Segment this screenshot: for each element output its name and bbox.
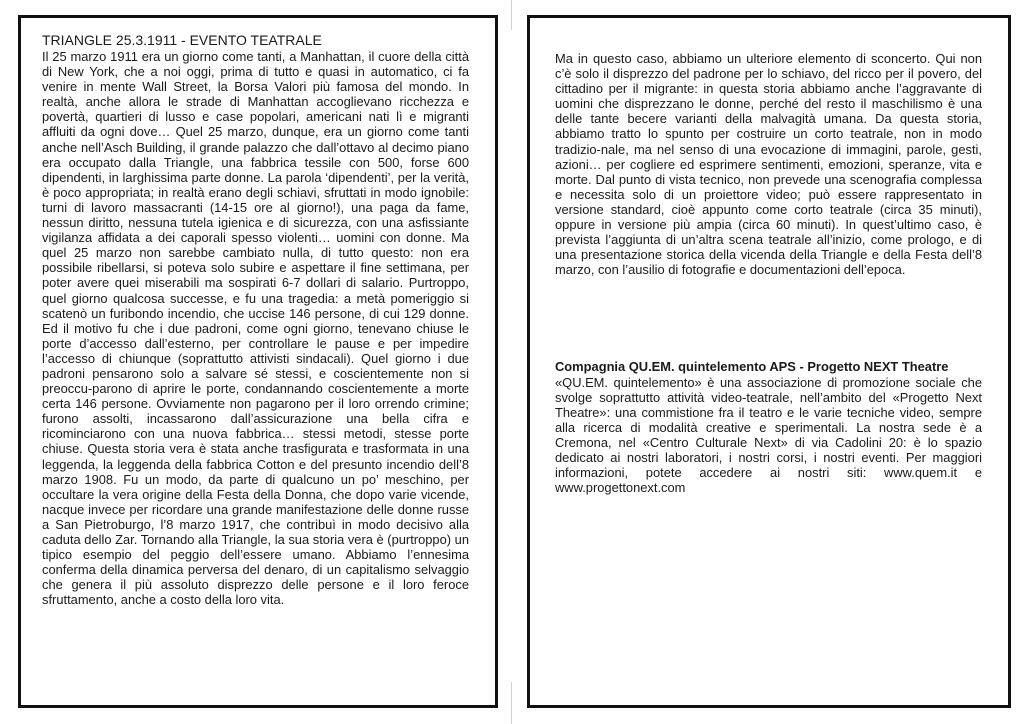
company-title: Compagnia QU.EM. quintelemento APS - Progetto NEXT Theatre (555, 359, 949, 375)
company-description: «QU.EM. quintelemento» è una associazione di promozione sociale che svolge soprattutto attività video-teatrale, nell’ambito del «Progetto Next Theatre»: una commistione fra il teatro e le varie tecniche video, sempre alla ricerca di modalità creative e sperimentali. La nostra sede è a Cremona, nel «Centro Culturale Next» di via Cadolini 20: è lo spazio dedicato ai nostri laboratori, i nostri corsi, i nostri eventi. Per maggiori informazioni, potete accedere ai nostri siti: www.quem.it e www.progettonext.com (555, 374, 982, 496)
left-body-text: Il 25 marzo 1911 era un giorno come tanti, a Manhattan, il cuore della città di New York, che a noi oggi, prima di tutto e quasi in automatico, ci fa venire in mente Wall Street, la Borsa Valori più famosa del mondo. In realtà, anche allora le strade di Manhattan accoglievano ricchezza e povertà, quartieri di lusso e case popolari, americani nati lì e migranti affluiti da ogni dove… Quel 25 marzo, dunque, era un giorno come tanti anche nell’Asch Building, il grande palazzo che dall’ottavo al decimo piano era occupato dalla Triangle, una fabbrica tessile con 500, forse 600 dipendenti, in larghissima parte donne. La parola ‘dipendenti’, per la verità, è poco appropriata; in realtà erano degli schiavi, sfruttati in modo ignobile: turni di lavoro massacranti (14-15 ore al giorno!), una paga da fame, nessun diritto, nessuna tutela igienica e di sicurezza, con una asfissiante vigilanza affidata a dei caporali spesso violenti… uomini con donne. Ma quel 25 marzo non sarebbe cambiato nulla, di tutto questo: non era possibile ribellarsi, si poteva solo subire e aspettare il fine settimana, per poter avere quei miserabili ma sospirati 6-7 dollari di salario. Purtroppo, quel giorno qualcosa successe, e fu una tragedia: a metà pomeriggio si scatenò un furibondo incendio, che uccise 146 persone, di cui 129 donne. Ed il motivo fu che i due padroni, come ogni giorno, tenevano chiuse le porte d’accesso dall’esterno, per controllare le pause e per impedire l’accesso di chiunque (soprattutto attivisti sindacali). Quel giorno i due padroni pensarono solo a salvare sé stessi, e coscientemente non si preoccu-parono di aprire le porte, condannando coscientemente a morte certa 146 persone. Ovviamente non pagarono per il loro orrendo crimine; furono assolti, incassarono dall’assicurazione una bella cifra e ricominciarono con una nuova fabbrica… stessi metodi, stesse porte chiuse. Questa storia vera è stata anche trasfigurata e trasformata in una leggenda, la leggenda della fabbrica Cotton e del presunto incendio dell’8 marzo 1908. Fu un modo, da parte di qualcuno un po’ meschino, per occultare la vera origine della Festa della Donna, che dopo varie vicende, nacque invece per ricordare una grande manifestazione delle donne russe a San Pietroburgo, l’8 marzo 1917, che contribuì in modo decisivo alla caduta dello Zar. Tornando alla Triangle, la sua storia vera è (purtroppo) un tipico esempio del peggio dell’essere umano. Abbiamo l’ennesima conferma della dinamica perversa del denaro, di un capitalismo selvaggio che genera il più assoluto disprezzo delle persone e il loro feroce sfruttamento, anche a costo della loro vita. (42, 49, 469, 608)
left-page-panel (18, 15, 498, 708)
fold-line-bottom (511, 682, 512, 724)
fold-line-top (511, 0, 512, 30)
right-page-panel (527, 15, 1011, 708)
page-title: TRIANGLE 25.3.1911 - EVENTO TEATRALE (42, 32, 322, 48)
right-body-text: Ma in questo caso, abbiamo un ulteriore elemento di sconcerto. Qui non c’è solo il disprezzo del padrone per lo schiavo, del ricco per il povero, del cittadino per il migrante: in questa storia abbiamo anche l’aggravante di uomini che disprezzano le donne, perché del resto il maschilismo è una delle tante becere varianti della malvagità umana. Da questa storia, abbiamo tratto lo spunto per costruire un corto teatrale, non in modo tradizio-nale, ma nel senso di una evocazione di immagini, parole, gesti, azioni… per cogliere ed esprimere sentimenti, emozioni, speranze, vita e morte. Dal punto di vista tecnico, non prevede una scenografia complessa e necessita solo di un proiettore video; può essere rappresentato in versione standard, cioè appunto come corto teatrale (circa 35 minuti), oppure in versione più ampia (circa 60 minuti). In quest’ultimo caso, è prevista l’aggiunta di un’altra scena teatrale all’inizio, come prologo, e di una presentazione storica della vicenda della Triangle e della Festa dell’8 marzo, con l’ausilio di fotografie e documentazioni dell’epoca. (555, 51, 982, 278)
